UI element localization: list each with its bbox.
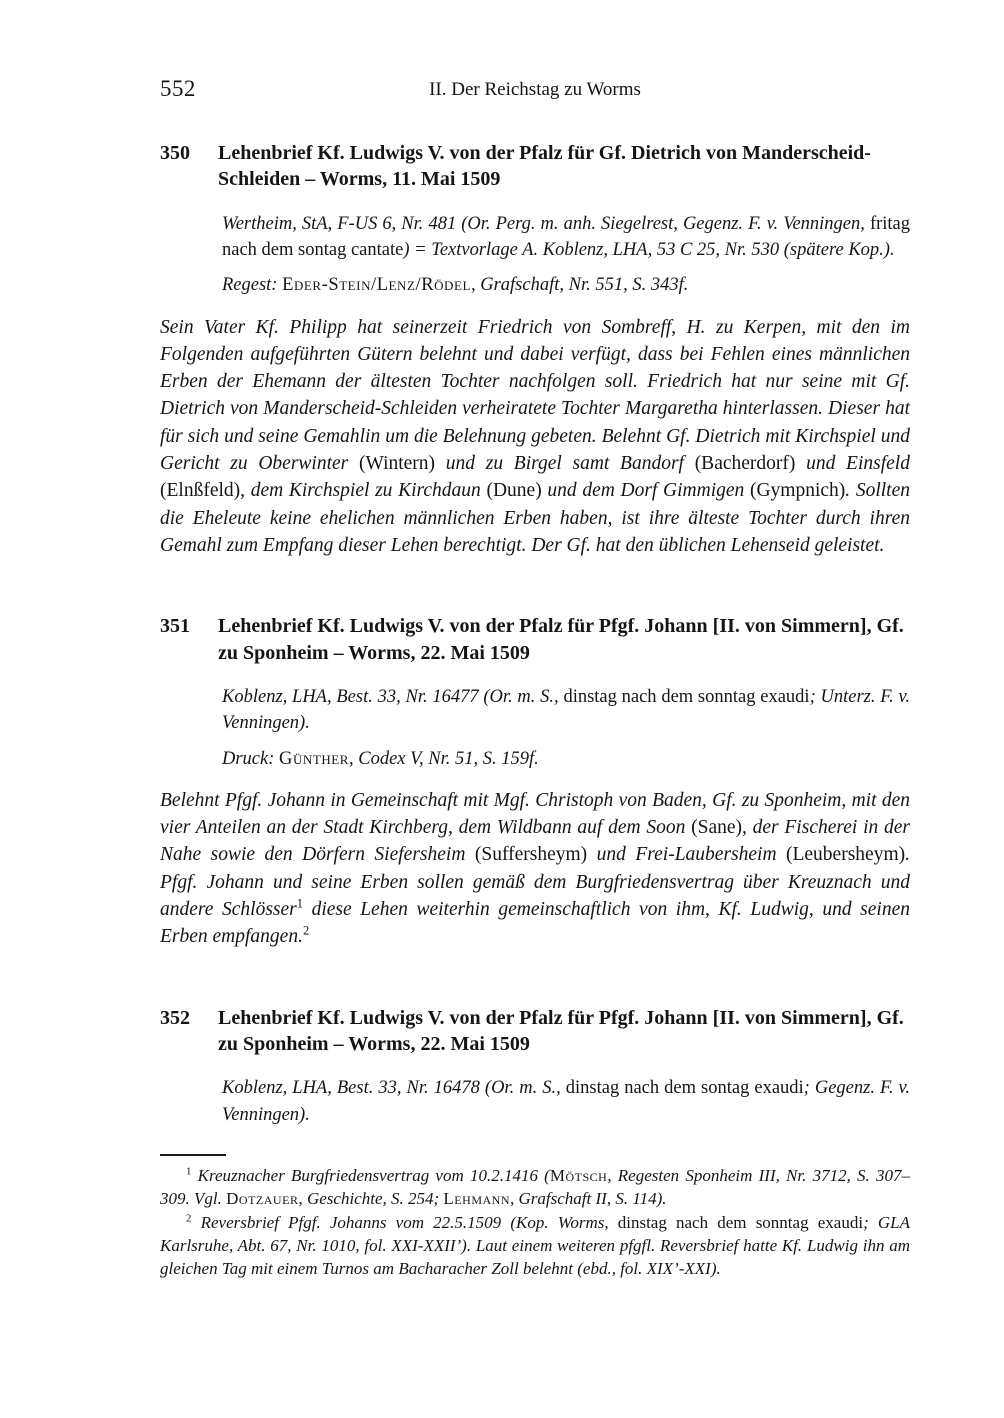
entry-heading: [160, 1005, 910, 1058]
text-segment: Druck:: [222, 748, 280, 769]
text-segment: (Bacherdorf): [694, 453, 796, 475]
text-segment: Reversbrief Pfgf. Johanns vom 22.5.1509 (Kop. Worms,: [191, 1212, 618, 1232]
text-segment: Sein Vater Kf. Philipp hat seinerzeit Friedrich von Sombreff, H. zu Kerpen, mit den im Folgenden aufgeführten Gütern belehnt und dabei verfügt, dass bei Fehlen eines männlichen Erben der Ehemann der ältesten Tochter nachfolgen soll. Friedrich hat nur seine mit Gf. Dietrich von Manderscheid-Schleiden verheiratete Tochter Margaretha hinterlassen. Dieser hat für sich und seine Gemahlin um die Belehnung gebeten. Belehnt Gf. Dietrich mit Kirchspiel und Gericht zu Oberwinter: [160, 316, 910, 475]
source-paragraph: [222, 1075, 910, 1128]
page-header: [160, 76, 910, 106]
text-segment: Dotzauer: [226, 1188, 299, 1208]
text-segment: Eder-Stein/Lenz/Rödel: [282, 275, 471, 296]
text-segment: ) = Textvorlage A. Koblenz, LHA, 53 C 25, Nr. 530 (spätere Kop.).: [403, 240, 895, 261]
entry-heading: [160, 613, 910, 666]
entry-350: [160, 140, 910, 559]
regest-reference: [222, 272, 910, 298]
entry-title: Lehenbrief Kf. Ludwigs V. von der Pfalz für Pfgf. Johann [II. von Simmern], Gf. zu Sponheim – Worms, 22. Mai 1509: [218, 615, 904, 664]
entry-352: [160, 1005, 910, 1128]
text-segment: und dem Dorf Gimmigen: [541, 480, 750, 502]
text-segment: , dem Kirchspiel zu Kirchdaun: [240, 480, 487, 502]
text-segment: , Grafschaft, Nr. 551, S. 343f.: [470, 275, 689, 296]
text-segment: , Regesten Sponheim III, Nr. 3712, S. 307–309. Vgl.: [160, 1165, 910, 1208]
text-segment: (Leubersheym): [786, 844, 906, 866]
footnote-rule: [160, 1154, 226, 1156]
text-segment: 1: [296, 896, 303, 911]
footnote-2: [160, 1212, 910, 1281]
text-segment: ; Gegenz. F. v. Venningen).: [222, 1078, 910, 1125]
text-segment: (Elnßfeld): [160, 480, 241, 502]
footnotes-section: [160, 1154, 910, 1281]
text-segment: 1: [186, 1165, 192, 1178]
text-segment: Belehnt Pfgf. Johann in Gemeinschaft mit Mgf. Christoph von Baden, Gf. zu Sponheim, mit den vier Anteilen an der Stadt Kirchberg, dem Wildbann auf dem Soon: [160, 789, 910, 839]
text-segment: 2: [302, 923, 310, 938]
source-paragraph: [222, 211, 910, 264]
entry-number: 352: [160, 1006, 190, 1029]
text-segment: und Einsfeld: [795, 453, 910, 475]
entry-heading: [160, 140, 910, 193]
text-segment: , der Fischerei in der Nahe sowie den Dörfern Siefersheim: [160, 817, 910, 866]
text-segment: dinstag nach dem sonntag exaudi: [563, 687, 810, 708]
text-segment: , Grafschaft II, S. 114).: [510, 1188, 667, 1208]
entry-351: [160, 613, 910, 950]
text-segment: dinstag nach dem sonntag exaudi: [617, 1212, 864, 1232]
text-segment: (Suffersheym): [474, 844, 588, 866]
page-number: 552: [160, 76, 196, 101]
text-segment: Lehmann: [443, 1188, 511, 1208]
entry-summary: [160, 314, 910, 560]
text-segment: . Sollten die Eheleute keine ehelichen männlichen Erben haben, ist ihre älteste Tochter durch ihren Gemahl zum Empfang dieser Lehen berechtigt. Der Gf. hat den üblichen Lehenseid geleistet.: [160, 480, 910, 556]
text-segment: diese Lehen weiterhin gemeinschaftlich von ihm, Kf. Ludwig, und seinen Erben empfangen.: [160, 899, 910, 948]
text-segment: und Frei-Laubersheim: [587, 844, 786, 866]
entry-number: 350: [160, 142, 190, 164]
entry-title: Lehenbrief Kf. Ludwigs V. von der Pfalz für Pfgf. Johann [II. von Simmern], Gf. zu Sponheim – Worms, 22. Mai 1509: [218, 1006, 904, 1055]
text-segment: 2: [186, 1212, 192, 1225]
footnote-1: [160, 1165, 910, 1211]
text-segment: (Gympnich): [749, 480, 846, 502]
text-segment: Mötsch: [549, 1165, 608, 1185]
text-segment: Kreuznacher Burgfriedensvertrag vom 10.2.1416 (: [191, 1165, 550, 1185]
text-segment: Koblenz, LHA, Best. 33, Nr. 16477 (Or. m. S.,: [222, 687, 564, 708]
text-segment: Wertheim, StA, F-US 6, Nr. 481 (Or. Perg. m. anh. Siegelrest, Gegenz. F. v. Venningen,: [222, 213, 870, 234]
text-segment: dinstag nach dem sontag exaudi: [565, 1078, 804, 1099]
entry-title: Lehenbrief Kf. Ludwigs V. von der Pfalz für Gf. Dietrich von Manderscheid-Schleiden – Worms, 11. Mai 1509: [218, 142, 871, 191]
text-segment: (Dune): [486, 480, 542, 502]
text-segment: ; GLA Karlsruhe, Abt. 67, Nr. 1010, fol. XXI-XXII’). Laut einem weiteren pfgfl. Reversbrief hatte Kf. Ludwig ihn am gleichen Tag mit einem Turnos am Bacharacher Zoll belehnt (ebd., fol. XIX’-XXI).: [160, 1212, 910, 1278]
text-segment: , Geschichte, S. 254;: [298, 1188, 444, 1208]
entry-summary: [160, 787, 910, 951]
entry-number: 351: [160, 615, 190, 638]
text-segment: (Sane): [691, 817, 743, 839]
text-segment: Günther: [279, 748, 349, 769]
running-title: II. Der Reichstag zu Worms: [429, 79, 641, 100]
text-segment: fritag nach dem sontag cantate: [222, 213, 910, 261]
text-segment: (Wintern): [358, 453, 436, 475]
text-segment: , Codex V, Nr. 51, S. 159f.: [349, 748, 539, 769]
text-segment: Regest:: [222, 275, 283, 296]
text-segment: ; Unterz. F. v. Venningen).: [222, 687, 910, 734]
text-segment: und zu Birgel samt Bandorf: [435, 453, 695, 475]
druck-reference: [222, 746, 910, 772]
text-segment: . Pfgf. Johann und seine Erben sollen gemäß dem Burgfriedensvertrag über Kreuznach und andere Schlösser: [160, 844, 910, 921]
text-segment: Koblenz, LHA, Best. 33, Nr. 16478 (Or. m. S.,: [222, 1078, 566, 1099]
source-paragraph: [222, 684, 910, 737]
